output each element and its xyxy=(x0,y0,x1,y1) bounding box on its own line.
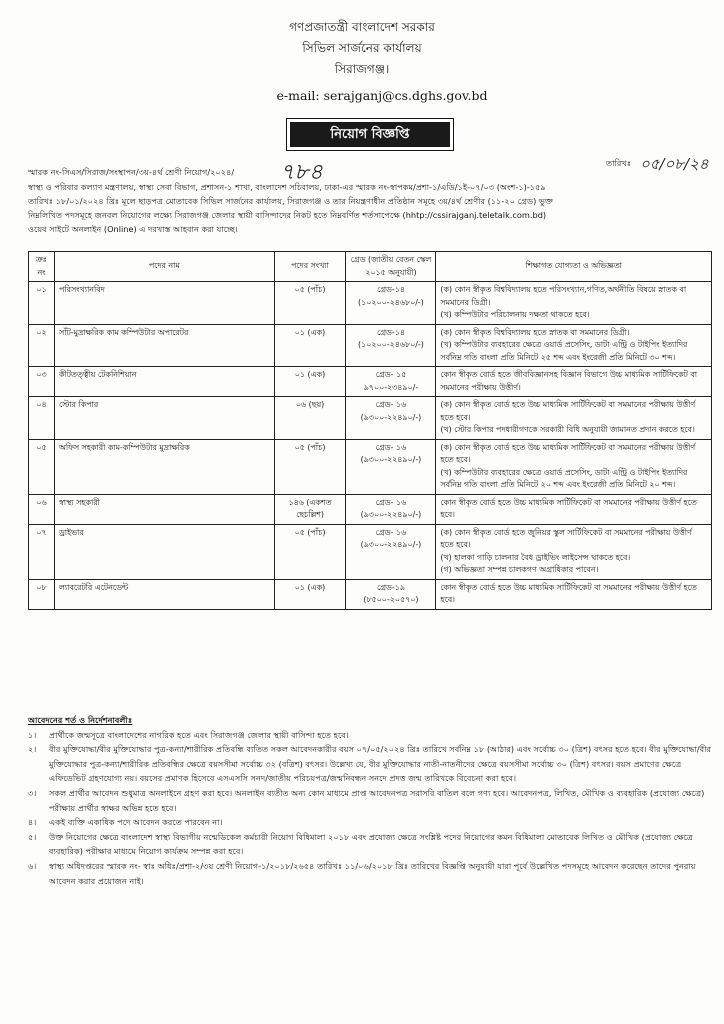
cell-count xyxy=(274,439,346,494)
cell-grade xyxy=(346,494,436,524)
conditions-list xyxy=(28,728,712,889)
condition-item xyxy=(28,859,712,888)
cell-post xyxy=(54,282,274,325)
col-header-serial: ক্রঃ নং xyxy=(29,252,55,282)
serial-number: ০২ xyxy=(36,327,47,337)
date-label: তারিখঃ xyxy=(606,158,632,168)
cell-post xyxy=(54,367,274,397)
cell-qualification xyxy=(436,324,712,367)
cell-count xyxy=(274,524,346,579)
post-name: অফিস সহকারী কাম-কম্পিউটার মুদ্রাক্ষরিক xyxy=(58,442,190,452)
cell-count xyxy=(274,397,346,440)
condition-text: সকল প্রার্থীর আবেদন শুধুমাত্র অনলাইনে গ্রহণ করা হবে। অনলাইন ব্যতীত অন্য কোন মাধ্যমে প্রাপ্ত আবেদনপত্র সরাসরি বাতিল বলে গণ্য হবে। আবেদনপত্র, লিখিত, মৌখিক ও ব্যবহারিক (প্রযোজ্য ক্ষেত্রে) পরীক্ষায় প্রার্থীর স্বাক্ষর অভিন্ন হতে হবে। xyxy=(49,787,705,813)
post-count: ০১ (এক) xyxy=(294,582,326,592)
qualification-line: কোন স্বীকৃত বোর্ড হতে উচ্চ মাধ্যমিক সার্টিফিকেট বা সমমানের পরীক্ষায় উত্তীর্ণ হতে হবে। xyxy=(440,582,697,604)
serial-number: ০৩ xyxy=(36,370,47,379)
post-name: স্বাস্থ্য সহকারী xyxy=(58,497,100,507)
cell-grade xyxy=(346,282,436,325)
table-row xyxy=(29,282,712,325)
post-count: ০১ (এক) xyxy=(294,370,326,379)
post-name: ড্রাইভার xyxy=(58,527,84,537)
cell-count xyxy=(274,494,346,524)
condition-text: স্বাস্থ্য অধিদপ্তরের স্মারক নং- স্বাঃ অধিঃ/প্রশা-২/৩য় শ্রেণী নিয়োগ-১/২০১৮/২৬৫৪ তারিখঃ ১১/০৬/২০১৮ খ্রিঃ তারিখের বিজ্ঞপ্তি অনুযায়ী যারা পূর্বে উল্লেখিত পদসমূহে আবেদন করেছেন তাদের পুনরায় আবেদন করার প্রয়োজন নাই। xyxy=(49,860,696,886)
cell-qualification xyxy=(436,439,712,494)
qualification-line: (ক) কোন স্বীকৃত বোর্ড হতে উচ্চ মাধ্যমিক সার্টিফিকেট বা সমমানের পরীক্ষায় উত্তীর্ণ হতে হবে। xyxy=(440,400,696,422)
serial-number: ০৭ xyxy=(36,527,47,537)
qualification-line: (গ) অভিজ্ঞতা সম্পন্ন চালকগণ অগ্রাধিকার পাবেন। xyxy=(440,565,599,574)
cell-serial xyxy=(29,282,55,325)
condition-item xyxy=(28,728,712,743)
cell-grade xyxy=(346,324,436,367)
serial-number: ০১ xyxy=(36,285,47,294)
office-email: e-mail: serajganj@cs.dghs.gov.bd xyxy=(276,88,488,103)
notice-title: নিয়োগ বিজ্ঞপ্তি xyxy=(290,122,450,147)
table-row xyxy=(29,579,712,609)
office-location: সিরাজগঞ্জ। xyxy=(334,62,390,76)
condition-number: ৪। xyxy=(28,817,37,828)
notice-title-box xyxy=(286,118,454,151)
conditions-title: আবেদনের শর্ত ও নির্দেশনাবলীঃ xyxy=(28,715,133,725)
post-name: ল্যাবরেটরি এটেনডেন্ট xyxy=(58,582,129,592)
condition-item xyxy=(28,742,712,786)
cell-count xyxy=(274,579,346,609)
col-header-count: পদের সংখ্যা xyxy=(274,252,346,282)
cell-post xyxy=(54,439,274,494)
pay-scale: (৮৫০০-২০৫৭০) xyxy=(363,595,419,604)
condition-number: ৬। xyxy=(28,860,37,871)
post-count: ০৫ (পাঁচ) xyxy=(294,442,326,452)
col-header-qualification: শিক্ষাগত যোগ্যতা ও অভিজ্ঞতা xyxy=(436,252,712,282)
vacancy-table-body xyxy=(29,282,712,610)
intro-line: নিম্নলিখিত পদসমূহে জনবল নিয়োগের লক্ষ্যে সিরাজগঞ্জ জেলার স্থায়ী বাসিন্দাদের নিকট হতে নিম্নবর্ণিত শর্তসাপেক্ষে (hhtp://cssirajganj.teletalk.com.bd) xyxy=(28,210,547,220)
qualification-line: (খ) হালকা গাড়ি চালনার বৈধ ড্রাইভিং লাইসেন্স থাকতে হবে। xyxy=(440,552,631,562)
cell-count xyxy=(274,324,346,367)
col-header-post: পদের নাম xyxy=(54,252,274,282)
cell-grade xyxy=(346,579,436,609)
cell-qualification xyxy=(436,524,712,579)
cell-qualification xyxy=(436,579,712,609)
cell-serial xyxy=(29,367,55,397)
condition-item xyxy=(28,815,712,830)
serial-number: ০৪ xyxy=(36,400,47,409)
qualification-line: (খ) স্টোর কিপার পদধারীগণকে সরকারী বিধি অনুযায়ী জামানত প্রদান করতে হবে। xyxy=(440,425,695,434)
intro-line: স্বাস্থ্য ও পরিবার কল্যাণ মন্ত্রণালয়, স্বাস্থ্য সেবা বিভাগ, প্রশাসন-১ শাখা, বাংলাদেশ সচিবালয়, ঢাকা-এর স্মারক নং-স্বাপকম/প্রশা-১/এডি/১ই-০৭/০৩ (অংশ-১)-১৫৯ xyxy=(28,182,546,192)
pay-scale: (৯৩০০-২২৪৯০/-) xyxy=(360,540,422,549)
table-row xyxy=(29,494,712,524)
grade: গ্রেড- ১৬ xyxy=(375,400,407,409)
cell-qualification xyxy=(436,397,712,440)
table-header-row xyxy=(29,252,712,282)
cell-serial xyxy=(29,494,55,524)
table-row xyxy=(29,439,712,494)
table-row xyxy=(29,324,712,367)
qualification-line: (খ) কম্পিউটার ব্যবহারের ক্ষেত্রে ওয়ার্ড প্রসেসিং, ডাটা এন্ট্রি ও টাইপিং ইত্যাদির সর্বনিম্ন গতি বাংলা প্রতি মিনিটে ২৫ শব্দ এবং ইংরেজী প্রতি মিনিটে ৩০ শব্দ। xyxy=(440,340,688,362)
cell-post xyxy=(54,397,274,440)
post-name: কীটতত্ত্বীয় টেকনিশিয়ান xyxy=(58,370,137,379)
cell-qualification xyxy=(436,367,712,397)
grade: গ্রেড- ১৬ xyxy=(375,442,407,452)
pay-scale: (৯৩০০-২২৪৯০/-) xyxy=(360,510,422,519)
table-row xyxy=(29,397,712,440)
qualification-line: কোন স্বীকৃত বোর্ড হতে উচ্চ মাধ্যমিক সার্টিফিকেট বা সমমানের পরীক্ষায় উত্তীর্ণ হতে হবে। xyxy=(440,497,697,519)
qualification-line: কোন স্বীকৃত বোর্ড হতে জীববিজ্ঞানসহ বিজ্ঞান বিভাগে উচ্চ মাধ্যমিক সার্টিফিকেট বা সমমানের পরীক্ষায় উত্তীর্ণ। xyxy=(440,370,698,392)
office-name: সিভিল সার্জনের কার্যালয় xyxy=(302,41,422,55)
post-count: ০১ (এক) xyxy=(294,327,326,337)
post-name: স্টোর কিপার xyxy=(58,400,99,409)
condition-item xyxy=(28,786,712,815)
cell-serial xyxy=(29,524,55,579)
cell-grade xyxy=(346,439,436,494)
condition-text: একই ব্যক্তি একাধিক পদে আবেদন করতে পারবেন না। xyxy=(49,817,223,828)
serial-number: ০৮ xyxy=(36,582,47,592)
condition-item xyxy=(28,830,712,859)
qualification-line: (খ) কম্পিউটার ব্যবহারের ক্ষেত্রে ওয়ার্ড প্রসেসিং, ডাটা এন্ট্রি ও টাইপিং ইত্যাদির সর্বনিম্ন গতি বাংলা প্রতি মিনিটে ২০ শব্দ এবং ইংরেজী প্রতি মিনিটে ২০ শব্দ। xyxy=(440,467,688,489)
cell-serial xyxy=(29,439,55,494)
serial-number: ০৫ xyxy=(36,442,47,452)
pay-scale: (৯৩০০-২২৪৯০/-) xyxy=(360,455,422,464)
condition-number: ৫। xyxy=(28,831,37,842)
memo-number: ৭৮৪ xyxy=(280,160,323,185)
post-name: সাঁট-মুদ্রাক্ষরিক কাম কম্পিউটার অপারেটর xyxy=(58,327,189,337)
pay-scale: ৯৭০০-২৩৪৯০/- xyxy=(363,382,419,392)
date-value: ০৫/০৮/২৪ xyxy=(640,155,709,173)
intro-paragraph xyxy=(28,180,712,236)
table-row xyxy=(29,367,712,397)
cell-serial xyxy=(29,397,55,440)
cell-count xyxy=(274,367,346,397)
qualification-line: (ক) কোন স্বীকৃত বোর্ড হতে জুনিয়র স্কুল সার্টিফিকেট বা সমমানের পরীক্ষায় উত্তীর্ণ হতে হবে। xyxy=(440,527,692,549)
condition-number: ১। xyxy=(28,729,37,740)
pay-scale: (১০২০০-২৪৬৮০/-) xyxy=(358,340,424,349)
grade: গ্রেড-১৯ xyxy=(376,582,405,592)
condition-text: প্রার্থীকে জন্মসূত্রে বাংলাদেশের নাগরিক হতে এবং সিরাজগঞ্জ জেলার স্থায়ী বাসিন্দা হতে হবে। xyxy=(49,729,349,740)
col-header-grade: গ্রেড (জাতীয় বেতন স্কেল ২০১৫ অনুযায়ী) xyxy=(346,252,436,282)
post-name: পরিসংখ্যানবিদ xyxy=(58,285,105,294)
grade: গ্রেড- ১৫ xyxy=(375,370,407,379)
cell-qualification xyxy=(436,494,712,524)
qualification-line: (খ) কম্পিউটার পরিচালনায় দক্ষতা থাকতে হবে। xyxy=(440,310,590,319)
condition-text: বীর মুক্তিযোদ্ধা/বীর মুক্তিযোদ্ধার পুত্র-কন্যা/শারীরিক প্রতিবন্ধি ব্যতিত সকল আবেদনকারীর বয়স ০৭/০৫/২০২৪ খ্রিঃ তারিখে সর্বনিম্ন ১৮ (আঠার) এবং সর্বোচ্চ ৩০ (ত্রিশ) বৎসর হতে হবে। বীর মুক্তিযোদ্ধা/বীর মুক্তিযোদ্ধার পুত্র-কন্যা/শারীরিক প্রতিবন্ধির ক্ষেত্রে বয়সসীমা সর্বোচ্চ ৩২ (বত্রিশ) বৎসর। উল্লেখ্য যে, বীর মুক্তিযোদ্ধার নাতী-নাতনীদের ক্ষেত্রে বয়সসীমা সর্বোচ্চ ৩০ (ত্রিশ) বৎসর। বয়স প্রমাণের ক্ষেত্রে এফিডেভিট গ্রহণযোগ্য নয়। বয়সের প্রমাণক হিসেবে এসএসসি সনদ/জাতীয় পরিচয়পত্র/জন্মনিবন্ধন সনদে প্রদত্ত জন্ম তারিখকে বিবেচনা করা হবে। xyxy=(49,744,712,784)
grade: গ্রেড-১৪ xyxy=(376,285,405,294)
cell-post xyxy=(54,494,274,524)
post-count: ০৫ (পাঁচ) xyxy=(294,527,326,537)
table-row xyxy=(29,524,712,579)
pay-scale: (১০২০০-২৪৬৮০/-) xyxy=(358,297,424,307)
qualification-line: (ক) কোন স্বীকৃত বিশ্ববিদ্যালয় হতে স্নাতক বা সমমানের ডিগ্রী। xyxy=(440,327,630,337)
condition-number: ২। xyxy=(28,744,37,755)
post-count: ০৬ (ছয়) xyxy=(295,400,325,409)
cell-grade xyxy=(346,367,436,397)
intro-line: ওয়েব সাইটে অনলাইন (Online) এ দরখাস্ত আহবান করা যাচ্ছে। xyxy=(28,224,238,234)
cell-post xyxy=(54,524,274,579)
cell-serial xyxy=(29,324,55,367)
grade: গ্রেড- ১৬ xyxy=(375,527,407,537)
cell-qualification xyxy=(436,282,712,325)
govt-name: গণপ্রজাতন্ত্রী বাংলাদেশ সরকার xyxy=(289,20,435,34)
conditions-section xyxy=(28,713,712,888)
grade: গ্রেড- ১৬ xyxy=(375,497,407,507)
condition-text: উক্ত নিয়োগের ক্ষেত্রে বাংলাদেশ স্বাস্থ্য বিভাগীয় নন্মেডিকেল কর্মচারী নিয়োগ বিধিমালা ২০১৮ এবং প্রযোজ্য ক্ষেত্রে সংশ্লিষ্ট পদের নিয়োগের কমন বিধিমালা মোতাবেক লিখিত ও মৌখিক (প্রযোজ্য ক্ষেত্রে ব্যবহারিক) পরীক্ষার মাধ্যমে নিয়োগ কার্যক্রম সম্পন্ন করা হবে। xyxy=(49,831,693,857)
post-count: ১৪৬ (একশত ছেচল্লিশ) xyxy=(288,497,332,519)
cell-grade xyxy=(346,524,436,579)
serial-number: ০৬ xyxy=(36,497,47,507)
qualification-line: (ক) কোন স্বীকৃত বিশ্ববিদ্যালয় হতে পরিসংখ্যান,গণিত,অর্থনীতি বিষয়ে স্নাতক বা সমমানের ডিগ্রী। xyxy=(440,285,687,307)
cell-post xyxy=(54,579,274,609)
cell-count xyxy=(274,282,346,325)
condition-number: ৩। xyxy=(28,787,37,798)
memo-label: স্মারক নং-সিএস/সিরাজ/সংস্থাপন/৩য়-৪র্থ শ্রেণী নিয়োগ/২০২৪/ xyxy=(28,167,235,177)
cell-grade xyxy=(346,397,436,440)
qualification-line: (ক) কোন স্বীকৃত বোর্ড হতে উচ্চ মাধ্যমিক সার্টিফিকেট বা সমমানের পরীক্ষায় উত্তীর্ণ হতে হবে। xyxy=(440,442,696,464)
intro-line: তারিখঃ ১৮/০১/২০২৪ খ্রিঃ মূলে ছাড়পত্র মোতাবেক সিভিল সার্জনের কার্যালয়, সিরাজগঞ্জ ও তার নিয়ন্ত্রণাধীন প্রতিষ্ঠান সমূহে ৩য়/৪র্থ শ্রেণীর (১১-২০ গ্রেড) ভুক্ত xyxy=(28,196,553,206)
cell-post xyxy=(54,324,274,367)
grade: গ্রেড-১৪ xyxy=(376,327,405,337)
cell-serial xyxy=(29,579,55,609)
pay-scale: (৯৩০০-২২৪৯০/-) xyxy=(360,412,422,422)
vacancy-table xyxy=(28,251,712,610)
post-count: ০৫ (পাঁচ) xyxy=(294,285,326,294)
